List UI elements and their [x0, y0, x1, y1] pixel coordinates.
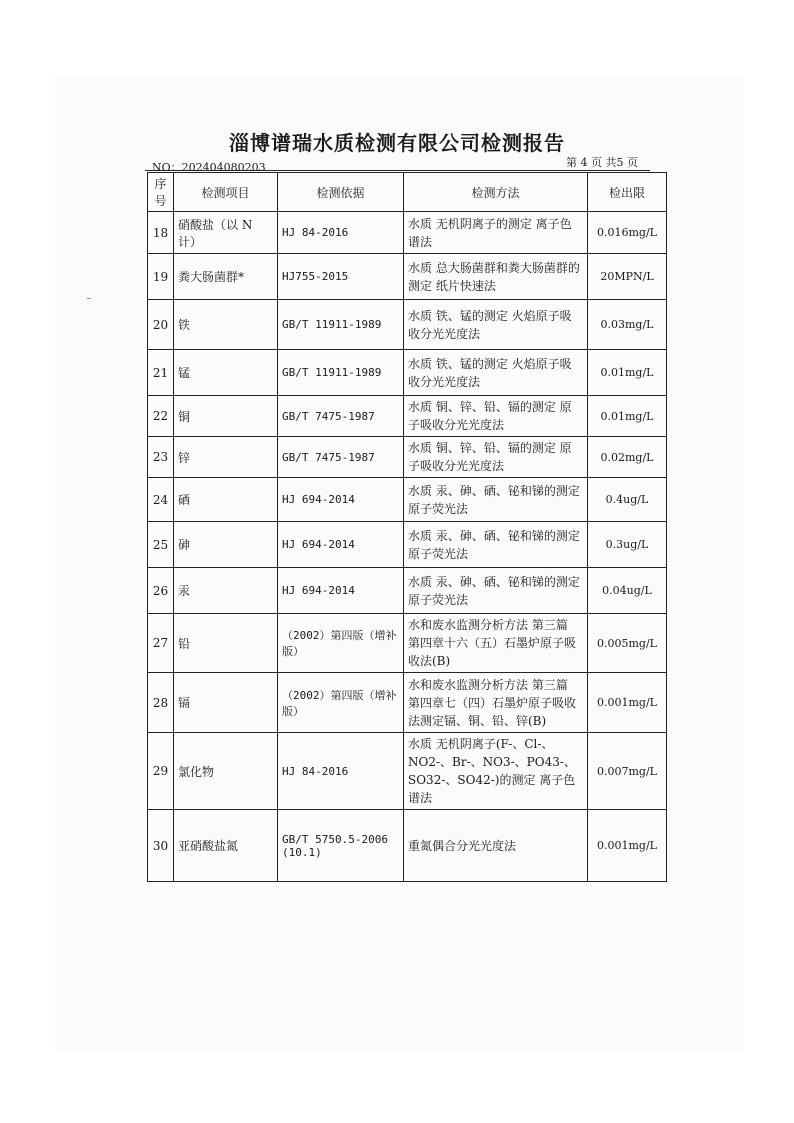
table-row: [148, 254, 667, 300]
table-row: [148, 350, 667, 396]
row-limit: 0.02mg/L: [588, 437, 667, 478]
table-row: [148, 522, 667, 568]
row-limit: 0.016mg/L: [588, 212, 667, 254]
row-method: 水质 汞、砷、硒、铋和锑的测定 原子荧光法: [404, 478, 588, 522]
row-item: 硝酸盐（以 N 计）: [174, 212, 278, 254]
col-header-limit: 检出限: [588, 173, 667, 212]
col-header-method: 检测方法: [404, 173, 588, 212]
scan-mark: [87, 298, 91, 299]
row-number: 20: [148, 300, 174, 350]
page-indicator: 第 4 页 共5 页: [566, 156, 638, 169]
row-basis: GB/T 11911-1989: [278, 300, 404, 350]
row-basis: HJ 694-2014: [278, 478, 404, 522]
row-number: 27: [148, 614, 174, 673]
row-item: 锌: [174, 437, 278, 478]
row-basis: （2002）第四版（增补版）: [278, 673, 404, 733]
row-basis: HJ 84-2016: [278, 212, 404, 254]
table-row: [148, 437, 667, 478]
row-basis: HJ755-2015: [278, 254, 404, 300]
table-row: [148, 614, 667, 673]
row-item: 汞: [174, 568, 278, 614]
table-header-row: [148, 173, 667, 212]
header-rule: [145, 170, 650, 171]
row-number: 19: [148, 254, 174, 300]
row-item: 氯化物: [174, 733, 278, 810]
row-number: 18: [148, 212, 174, 254]
row-limit: 0.001mg/L: [588, 673, 667, 733]
row-basis: HJ 84-2016: [278, 733, 404, 810]
report-number: NO：202404080203: [152, 161, 266, 174]
row-method: 水质 无机阴离子的测定 离子色谱法: [404, 212, 588, 254]
row-limit: 0.03mg/L: [588, 300, 667, 350]
row-number: 23: [148, 437, 174, 478]
row-item: 铅: [174, 614, 278, 673]
table-row: [148, 478, 667, 522]
row-item: 铜: [174, 396, 278, 437]
table-row: [148, 733, 667, 810]
row-method: 水质 汞、砷、硒、铋和锑的测定 原子荧光法: [404, 568, 588, 614]
row-basis: GB/T 7475-1987: [278, 396, 404, 437]
row-item: 粪大肠菌群*: [174, 254, 278, 300]
row-method: 重氮偶合分光光度法: [404, 810, 588, 882]
table-row: [148, 568, 667, 614]
row-basis: GB/T 7475-1987: [278, 437, 404, 478]
row-item: 锰: [174, 350, 278, 396]
row-limit: 0.007mg/L: [588, 733, 667, 810]
seal-stamp-fragment: [724, 255, 738, 375]
table-row: [148, 810, 667, 882]
row-limit: 0.005mg/L: [588, 614, 667, 673]
row-method: 水和废水监测分析方法 第三篇 第四章七（四）石墨炉原子吸收法测定镉、铜、铅、锌(B): [404, 673, 588, 733]
row-basis: GB/T 11911-1989: [278, 350, 404, 396]
row-basis: HJ 694-2014: [278, 522, 404, 568]
row-method: 水质 总大肠菌群和粪大肠菌群的测定 纸片快速法: [404, 254, 588, 300]
row-method: 水质 汞、砷、硒、铋和锑的测定 原子荧光法: [404, 522, 588, 568]
row-item: 铁: [174, 300, 278, 350]
row-limit: 20MPN/L: [588, 254, 667, 300]
row-item: 硒: [174, 478, 278, 522]
row-item: 砷: [174, 522, 278, 568]
col-header-item: 检测项目: [174, 173, 278, 212]
row-number: 24: [148, 478, 174, 522]
row-number: 22: [148, 396, 174, 437]
row-basis: （2002）第四版（增补版）: [278, 614, 404, 673]
row-limit: 0.4ug/L: [588, 478, 667, 522]
row-method: 水质 铜、锌、铅、镉的测定 原子吸收分光光度法: [404, 437, 588, 478]
col-header-basis: 检测依据: [278, 173, 404, 212]
row-number: 25: [148, 522, 174, 568]
row-method: 水质 铜、锌、铅、镉的测定 原子吸收分光光度法: [404, 396, 588, 437]
row-limit: 0.01mg/L: [588, 350, 667, 396]
row-limit: 0.3ug/L: [588, 522, 667, 568]
row-method: 水和废水监测分析方法 第三篇 第四章十六（五）石墨炉原子吸收法(B): [404, 614, 588, 673]
row-method: 水质 铁、锰的测定 火焰原子吸收分光光度法: [404, 350, 588, 396]
table-row: [148, 396, 667, 437]
row-method: 水质 无机阴离子(F-、Cl-、NO2-、Br-、NO3-、PO43-、SO32-、SO42-)的测定 离子色谱法: [404, 733, 588, 810]
col-header-no: 序号: [148, 173, 174, 212]
row-basis: GB/T 5750.5-2006 (10.1): [278, 810, 404, 882]
row-limit: 0.04ug/L: [588, 568, 667, 614]
row-number: 26: [148, 568, 174, 614]
row-number: 21: [148, 350, 174, 396]
table-row: [148, 673, 667, 733]
row-limit: 0.01mg/L: [588, 396, 667, 437]
row-method: 水质 铁、锰的测定 火焰原子吸收分光光度法: [404, 300, 588, 350]
table-row: [148, 300, 667, 350]
row-number: 29: [148, 733, 174, 810]
row-limit: 0.001mg/L: [588, 810, 667, 882]
row-basis: HJ 694-2014: [278, 568, 404, 614]
row-item: 亚硝酸盐氮: [174, 810, 278, 882]
report-title: 淄博谱瑞水质检测有限公司检测报告: [229, 131, 565, 155]
row-item: 镉: [174, 673, 278, 733]
results-table: [147, 172, 667, 882]
row-number: 28: [148, 673, 174, 733]
row-number: 30: [148, 810, 174, 882]
table-row: [148, 212, 667, 254]
